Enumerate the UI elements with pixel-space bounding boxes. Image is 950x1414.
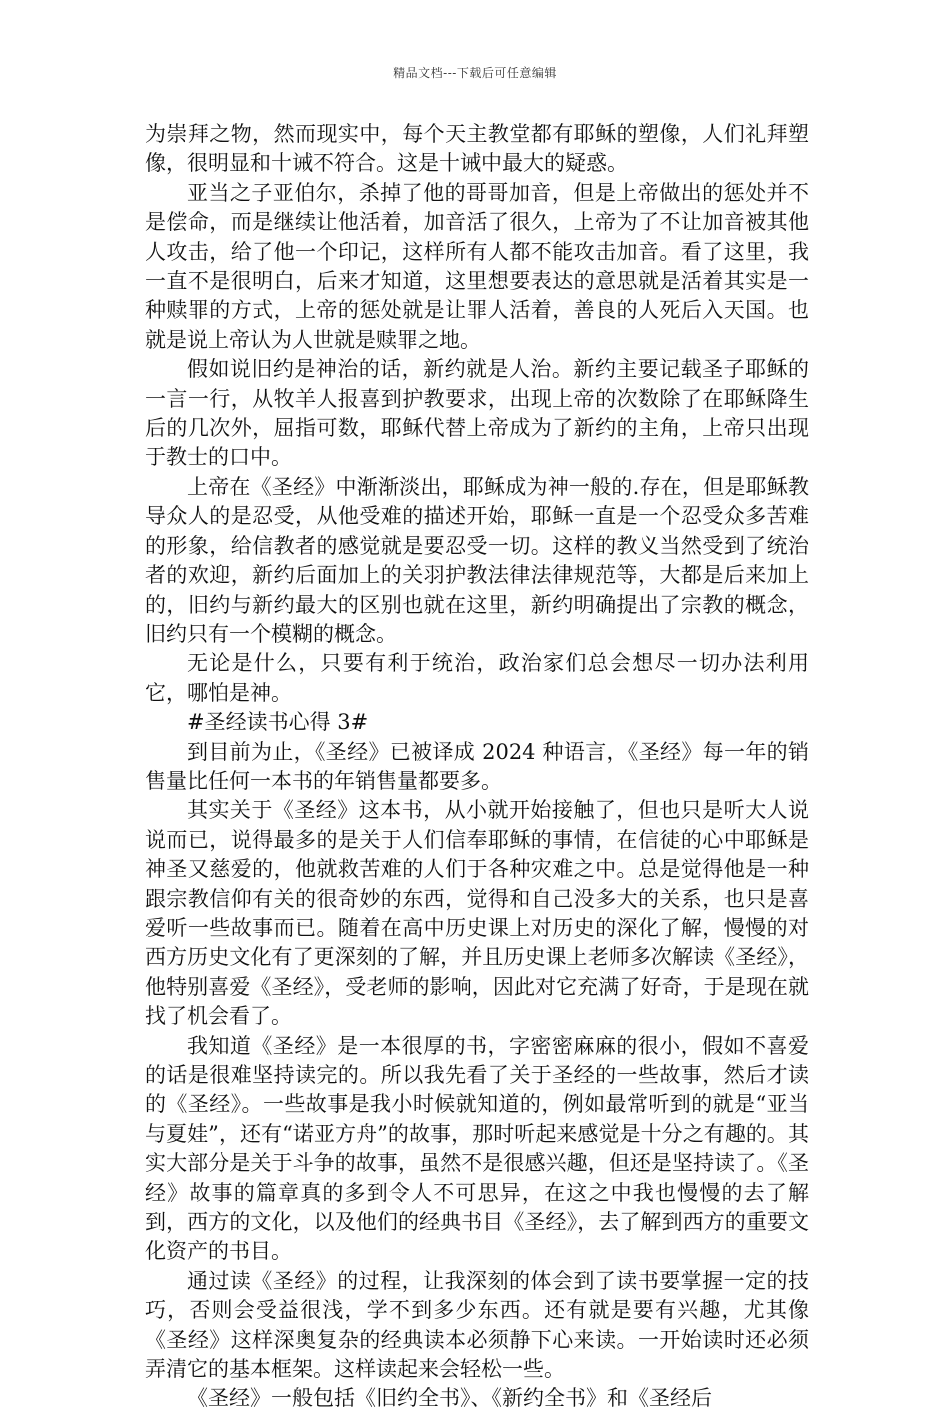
- paragraph: 《圣经》一般包括《旧约全书》、《新约全书》和《圣经后: [187, 1386, 712, 1411]
- paragraph: 到目前为止，《圣经》已被译成 2024 种语言，《圣经》每一年的销售量比任何一本书的年销售量都要多。: [145, 739, 809, 793]
- paragraph: 假如说旧约是神治的话，新约就是人治。新约主要记载圣子耶稣的一言一行，从牧羊人报喜到护教要求，出现上帝的次数除了在耶稣降生后的几次外，屈指可数，耶稣代替上帝成为了新约的主角，上帝只出现于教士的口中。: [145, 357, 809, 470]
- section-heading: #圣经读书心得 3#: [187, 710, 369, 735]
- page-header: 精品文档---下载后可任意编辑: [393, 66, 557, 80]
- document-body: [145, 120, 809, 1414]
- paragraph: 无论是什么，只要有利于统治，政治家们总会想尽一切办法利用它，哪怕是神。: [145, 651, 809, 705]
- paragraph: 为崇拜之物，然而现实中，每个天主教堂都有耶稣的塑像，人们礼拜塑像，很明显和十诫不符合。这是十诫中最大的疑惑。: [145, 122, 809, 176]
- paragraph: 上帝在《圣经》中渐渐淡出，耶稣成为神一般的.存在，但是耶稣教导众人的是忍受，从他受难的描述开始，耶稣一直是一个忍受众多苦难的形象，给信教者的感觉就是要忍受一切。这样的教义当然受到了统治者的欢迎，新约后面加上的关羽护教法律法律规范等，大都是后来加上的，旧约与新约最大的区别也就在这里，新约明确提出了宗教的概念，旧约只有一个模糊的概念。: [145, 474, 809, 646]
- paragraph: 其实关于《圣经》这本书，从小就开始接触了，但也只是听大人说说而已，说得最多的是关于人们信奉耶稣的事情，在信徒的心中耶稣是神圣又慈爱的，他就救苦难的人们于各种灾难之中。总是觉得他是一种跟宗教信仰有关的很奇妙的东西，觉得和自己没多大的关系，也只是喜爱听一些故事而已。随着在高中历史课上对历史的深化了解，慢慢的对西方历史文化有了更深刻的了解，并且历史课上老师多次解读《圣经》，他特别喜爱《圣经》，受老师的影响，因此对它充满了好奇，于是现在就找了机会看了。: [145, 798, 809, 1029]
- paragraph: 我知道《圣经》是一本很厚的书，字密密麻麻的很小，假如不喜爱的话是很难坚持读完的。所以我先看了关于圣经的一些故事，然后才读的《圣经》。一些故事是我小时候就知道的，例如最常听到的就是“亚当与夏娃”，还有“诺亚方舟”的故事，那时听起来感觉是十分之有趣的。其实大部分是关于斗争的故事，虽然不是很感兴趣，但还是坚持读了。《圣经》故事的篇章真的多到令人不可思异，在这之中我也慢慢的去了解到，西方的文化，以及他们的经典书目《圣经》，去了解到西方的重要文化资产的书目。: [145, 1033, 809, 1264]
- paragraph: 通过读《圣经》的过程，让我深刻的体会到了读书要掌握一定的技巧，否则会受益很浅，学不到多少东西。还有就是要有兴趣，尤其像《圣经》这样深奥复杂的经典读本必须静下心来读。一开始读时还必须弄清它的基本框架。这样读起来会轻松一些。: [145, 1268, 809, 1382]
- paragraph: 亚当之子亚伯尔，杀掉了他的哥哥加音，但是上帝做出的惩处并不是偿命，而是继续让他活着，加音活了很久，上帝为了不让加音被其他人攻击，给了他一个印记，这样所有人都不能攻击加音。看了这里，我一直不是很明白，后来才知道，这里想要表达的意思就是活着其实是一种赎罪的方式，上帝的惩处就是让罪人活着，善良的人死后入天国。也就是说上帝认为人世就是赎罪之地。: [145, 180, 809, 352]
